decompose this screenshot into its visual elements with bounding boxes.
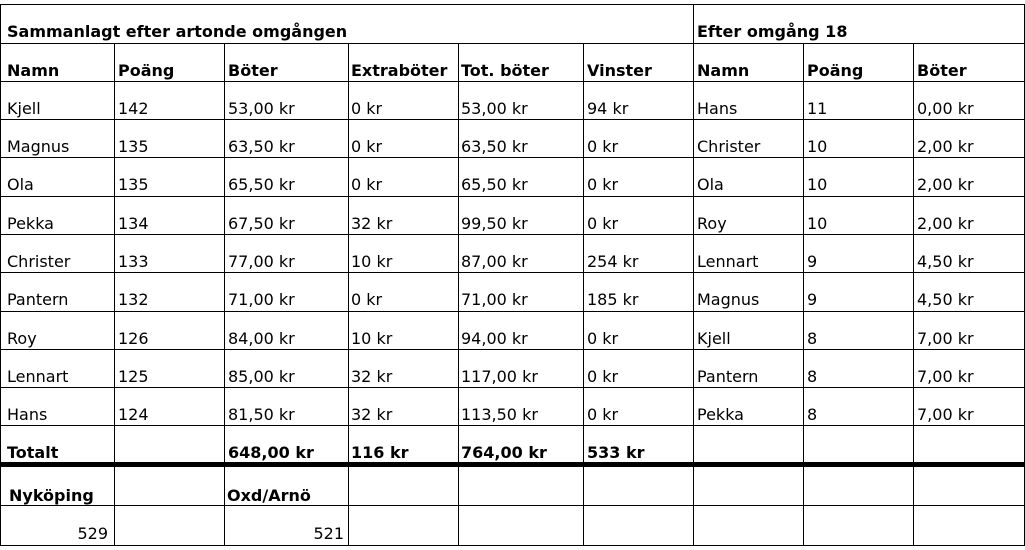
right-table-cell: Magnus [697, 290, 760, 309]
team-name-1: Nyköping [9, 486, 94, 505]
right-table-cell: 7,00 kr [917, 367, 974, 386]
left-table-cell: 0 kr [587, 329, 619, 348]
row-divider [0, 234, 1025, 235]
row-divider [0, 425, 1025, 426]
left-table-cell: Hans [7, 405, 48, 424]
left-header-cell: Poäng [118, 61, 175, 80]
left-table-cell: 0 kr [587, 367, 619, 386]
right-table-cell: 2,00 kr [917, 214, 974, 233]
column-divider [458, 43, 459, 545]
column-divider [348, 43, 349, 545]
left-table-cell: 135 [118, 137, 149, 156]
left-table-cell: 10 kr [351, 252, 393, 271]
left-table-cell: 126 [118, 329, 149, 348]
left-table-cell: 0 kr [587, 405, 619, 424]
right-header-cell: Poäng [807, 61, 864, 80]
totals-cell: 533 kr [587, 443, 645, 462]
left-table-cell: 124 [118, 405, 149, 424]
row-divider [0, 272, 1025, 273]
left-table-cell: 117,00 kr [461, 367, 538, 386]
left-table-cell: 113,50 kr [461, 405, 538, 424]
left-table-cell: 65,50 kr [461, 175, 528, 194]
row-divider [0, 4, 1025, 5]
left-table-cell: 94 kr [587, 99, 629, 118]
team-score-1: 529 [77, 524, 108, 543]
row-divider [0, 505, 1025, 506]
right-header-cell: Böter [917, 61, 967, 80]
right-header-cell: Namn [697, 61, 750, 80]
column-divider [0, 4, 1, 545]
left-table-cell: 53,00 kr [461, 99, 528, 118]
team-score-2: 521 [313, 524, 344, 543]
right-table-cell: Hans [697, 99, 738, 118]
row-divider [0, 387, 1025, 388]
row-divider [0, 43, 1025, 44]
column-divider [913, 43, 914, 545]
left-table-cell: 71,00 kr [461, 290, 528, 309]
totals-cell: 764,00 kr [461, 443, 547, 462]
right-table-cell: 8 [807, 329, 818, 348]
left-table-cell: 185 kr [587, 290, 639, 309]
left-table-cell: 132 [118, 290, 149, 309]
right-table-cell: 4,50 kr [917, 252, 974, 271]
column-divider [693, 4, 694, 545]
left-table-cell: 0 kr [351, 290, 383, 309]
right-table-cell: 2,00 kr [917, 175, 974, 194]
left-table-cell: 77,00 kr [228, 252, 295, 271]
right-table-cell: Pantern [697, 367, 759, 386]
left-table-cell: 0 kr [351, 137, 383, 156]
left-table-cell: 0 kr [351, 175, 383, 194]
right-table-cell: 4,50 kr [917, 290, 974, 309]
left-table-cell: 85,00 kr [228, 367, 295, 386]
left-table-cell: 254 kr [587, 252, 639, 271]
totals-cell: 116 kr [351, 443, 409, 462]
column-divider [803, 43, 804, 545]
right-table-cell: 8 [807, 405, 818, 424]
left-table-cell: 125 [118, 367, 149, 386]
right-table-cell: 2,00 kr [917, 137, 974, 156]
left-table-cell: Ola [7, 175, 34, 194]
column-divider [224, 43, 225, 545]
right-table-cell: 9 [807, 252, 818, 271]
left-table-cell: 0 kr [587, 137, 619, 156]
left-table-cell: Christer [7, 252, 71, 271]
left-table-cell: 32 kr [351, 214, 393, 233]
left-table-cell: Pantern [7, 290, 69, 309]
left-table-cell: 53,00 kr [228, 99, 295, 118]
row-divider [0, 349, 1025, 350]
left-table-cell: 135 [118, 175, 149, 194]
left-table-cell: Roy [7, 329, 37, 348]
totals-cell: Totalt [7, 443, 59, 462]
right-table-cell: 8 [807, 367, 818, 386]
left-table-cell: 32 kr [351, 367, 393, 386]
right-table-cell: 7,00 kr [917, 329, 974, 348]
left-table-cell: 32 kr [351, 405, 393, 424]
right-table-cell: 10 [807, 214, 828, 233]
left-table-cell: Kjell [7, 99, 41, 118]
left-table-cell: Lennart [7, 367, 69, 386]
right-table-cell: Ola [697, 175, 724, 194]
left-table-cell: 0 kr [351, 99, 383, 118]
team-name-2: Oxd/Arnö [227, 486, 311, 505]
left-table-cell: 63,50 kr [228, 137, 295, 156]
left-table-cell: 84,00 kr [228, 329, 295, 348]
left-table-cell: 10 kr [351, 329, 393, 348]
left-table-cell: 63,50 kr [461, 137, 528, 156]
right-table-cell: 11 [807, 99, 828, 118]
left-table-cell: 87,00 kr [461, 252, 528, 271]
left-table-cell: Pekka [7, 214, 54, 233]
left-header-cell: Extraböter [351, 61, 448, 80]
left-table-cell: 133 [118, 252, 149, 271]
left-table-cell: 67,50 kr [228, 214, 295, 233]
left-table-cell: 65,50 kr [228, 175, 295, 194]
left-header-cell: Tot. böter [461, 61, 549, 80]
left-header-cell: Vinster [587, 61, 652, 80]
row-divider [0, 545, 1025, 546]
right-table-cell: Kjell [697, 329, 731, 348]
column-divider [114, 43, 115, 545]
right-table-cell: 7,00 kr [917, 405, 974, 424]
totals-cell: 648,00 kr [228, 443, 314, 462]
left-table-cell: 94,00 kr [461, 329, 528, 348]
row-divider [0, 196, 1025, 197]
row-divider [0, 311, 1025, 312]
left-header-cell: Namn [7, 61, 60, 80]
row-divider [0, 81, 1025, 82]
right-table-title: Efter omgång 18 [697, 22, 848, 41]
right-table-cell: Pekka [697, 405, 744, 424]
left-table-cell: 99,50 kr [461, 214, 528, 233]
left-table-title: Sammanlagt efter artonde omgången [7, 22, 348, 41]
left-table-cell: 71,00 kr [228, 290, 295, 309]
column-divider [583, 43, 584, 545]
right-table-cell: 0,00 kr [917, 99, 974, 118]
right-table-cell: 10 [807, 137, 828, 156]
left-table-cell: 0 kr [587, 175, 619, 194]
right-table-cell: Roy [697, 214, 727, 233]
left-table-cell: 134 [118, 214, 149, 233]
row-divider [0, 119, 1025, 120]
row-divider [0, 157, 1025, 158]
right-table-cell: 9 [807, 290, 818, 309]
right-table-cell: Christer [697, 137, 761, 156]
right-table-cell: Lennart [697, 252, 759, 271]
left-table-cell: 142 [118, 99, 149, 118]
left-header-cell: Böter [228, 61, 278, 80]
left-table-cell: Magnus [7, 137, 70, 156]
left-table-cell: 81,50 kr [228, 405, 295, 424]
left-table-cell: 0 kr [587, 214, 619, 233]
right-table-cell: 10 [807, 175, 828, 194]
